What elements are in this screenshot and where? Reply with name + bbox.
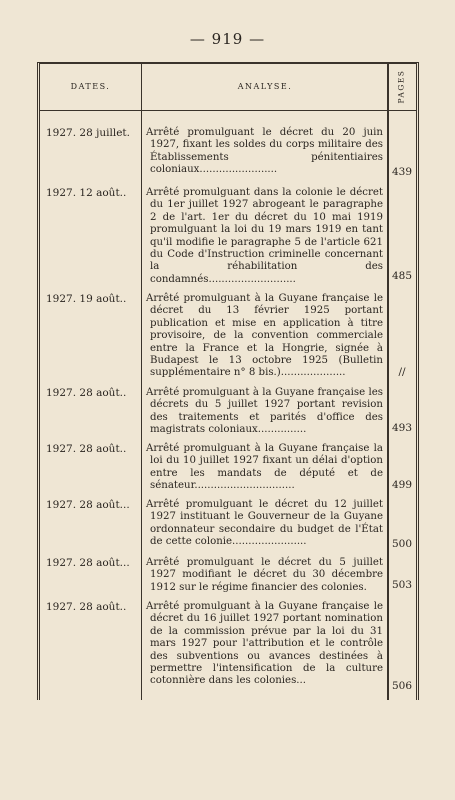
entry-date: 1927. 28 août... bbox=[46, 557, 130, 569]
page-number: — 919 — bbox=[189, 30, 266, 48]
header-pages bbox=[389, 66, 413, 106]
entry-analysis: Arrêté promulguant à la Guyane française la loi du 10 juillet 1927 fixant un délai d'option entre les mandats de député et de sénateur............................... bbox=[146, 443, 383, 492]
entry-analysis: Arrêté promulguant dans la colonie le décret du 1er juillet 1927 abrogeant le paragraphe 2 de l'art. 1er du décret du 10 mai 1919 promulguant la loi du 19 mars 1919 en tant qu'il modifie le paragraphe 5 de l'article 621 du Code d'Instruction criminelle concernant la réhabilitation des condamnés........................... bbox=[146, 187, 383, 285]
entry-page: 485 bbox=[391, 270, 413, 282]
column-divider-pages bbox=[387, 64, 389, 700]
entry-date: 1927. 28 août.. bbox=[46, 387, 127, 399]
header-dates: DATES. bbox=[70, 82, 111, 91]
entry-date: 1927. 28 août... bbox=[46, 499, 130, 511]
entry-page: 499 bbox=[391, 479, 413, 491]
entry-page: 493 bbox=[391, 422, 413, 434]
entry-analysis: Arrêté promulguant le décret du 5 juillet 1927 modifiant le décret du 30 décembre 1912 sur le régime financier des colonies. bbox=[146, 557, 383, 593]
entry-analysis: Arrêté promulguant le décret du 20 juin 1927, fixant les soldes du corps militaire des Établissements pénitentiaires coloniaux........................ bbox=[146, 127, 383, 176]
entry-date: 1927. 12 août.. bbox=[46, 187, 127, 199]
entry-analysis: Arrêté promulguant à la Guyane française le décret du 13 février 1925 portant publication et mise en application à titre provisoire, de la convention commerciale entre la France et la Hongrie, signée à Budapest le 13 octobre 1925 (Bulletin supplémentaire n° 8 bis.).................... bbox=[146, 293, 383, 379]
entry-page: // bbox=[398, 366, 406, 378]
entry-page: 500 bbox=[391, 538, 413, 550]
entry-analysis: Arrêté promulguant à la Guyane française les décrets du 5 juillet 1927 portant revision des traitements et parités d'office des magistrats coloniaux............... bbox=[146, 387, 383, 436]
column-divider-dates bbox=[141, 64, 142, 700]
entry-date: 1927. 28 août.. bbox=[46, 443, 127, 455]
header-analyse: ANALYSE. bbox=[237, 82, 293, 91]
entry-page: 439 bbox=[391, 166, 413, 178]
header-pages-label: PAGES bbox=[396, 69, 406, 103]
entry-date: 1927. 28 août.. bbox=[46, 601, 127, 613]
table-header bbox=[40, 64, 416, 111]
entry-date: 1927. 28 juillet. bbox=[46, 127, 130, 139]
entry-analysis: Arrêté promulguant à la Guyane française le décret du 16 juillet 1927 portant nomination de la commission prévue par la loi du 31 mars 1927 pour l'attribution et le contrôle des subventions ou avances destinées à permettre l'intensification de la culture cotonnière dans les colonies... bbox=[146, 601, 383, 687]
entry-page: 506 bbox=[391, 680, 413, 692]
entry-analysis: Arrêté promulguant le décret du 12 juillet 1927 instituant le Gouverneur de la Guyane ordonnateur secondaire du budget de l'État de cette colonie....................... bbox=[146, 499, 383, 548]
entry-date: 1927. 19 août.. bbox=[46, 293, 127, 305]
entry-page: 503 bbox=[391, 579, 413, 591]
index-table bbox=[37, 62, 419, 700]
